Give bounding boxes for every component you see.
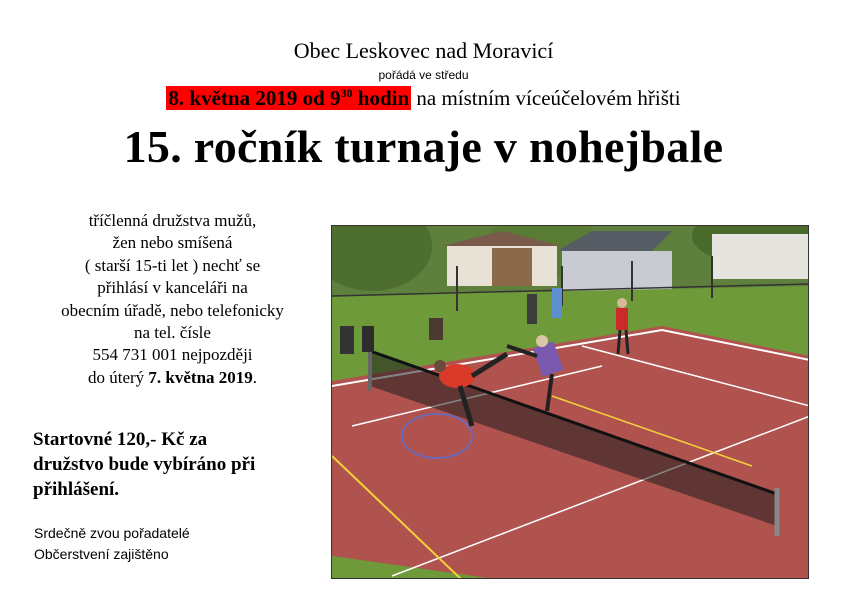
fee-line: družstvo bude vybíráno při xyxy=(33,454,256,475)
invite-text: Srdečně zvou pořadatelé xyxy=(34,525,190,541)
date-highlight xyxy=(166,86,411,110)
info-line: na tel. čísle xyxy=(134,323,211,343)
deadline-suffix: . xyxy=(252,367,258,387)
building xyxy=(562,251,672,291)
tournament-title: 15. ročník turnaje v nohejbale xyxy=(123,121,724,172)
info-line: tříčlenná družstva mužů, xyxy=(88,211,257,230)
deadline-prefix: do úterý xyxy=(87,367,149,387)
shed xyxy=(492,248,532,286)
entry-fee xyxy=(33,427,323,502)
court-illustration xyxy=(332,226,809,579)
registration-info xyxy=(20,210,325,389)
fee-line: Startovné 120,- Kč za xyxy=(33,429,208,450)
date-line xyxy=(0,86,847,111)
venue-text: na místním víceúčelovém hřišti xyxy=(411,86,681,110)
info-line: přihlásí v kanceláři na xyxy=(97,278,248,298)
deadline-line xyxy=(20,367,325,389)
date-prefix: 8. května 2019 od 9 xyxy=(168,86,341,110)
tournament-photo xyxy=(331,225,809,579)
house xyxy=(712,234,809,279)
date-minutes: 30 xyxy=(340,86,353,100)
info-line: žen nebo smíšená xyxy=(112,233,233,253)
refreshments-text: Občerstvení zajištěno xyxy=(34,546,169,562)
organizer-heading: Obec Leskovec nad Moravicí xyxy=(293,38,554,63)
deadline-date: 7. května 2019 xyxy=(148,367,253,387)
info-line: obecním úřadě, nebo telefonicky xyxy=(61,300,284,320)
fee-line: přihlášení. xyxy=(33,479,120,500)
organizes-on-text: pořádá ve středu xyxy=(378,68,469,82)
info-line: ( starší 15-ti let ) nechť se xyxy=(84,255,261,275)
date-suffix: hodin xyxy=(352,86,410,110)
footer-note xyxy=(34,523,190,565)
info-line: 554 731 001 nejpozději xyxy=(92,345,253,365)
